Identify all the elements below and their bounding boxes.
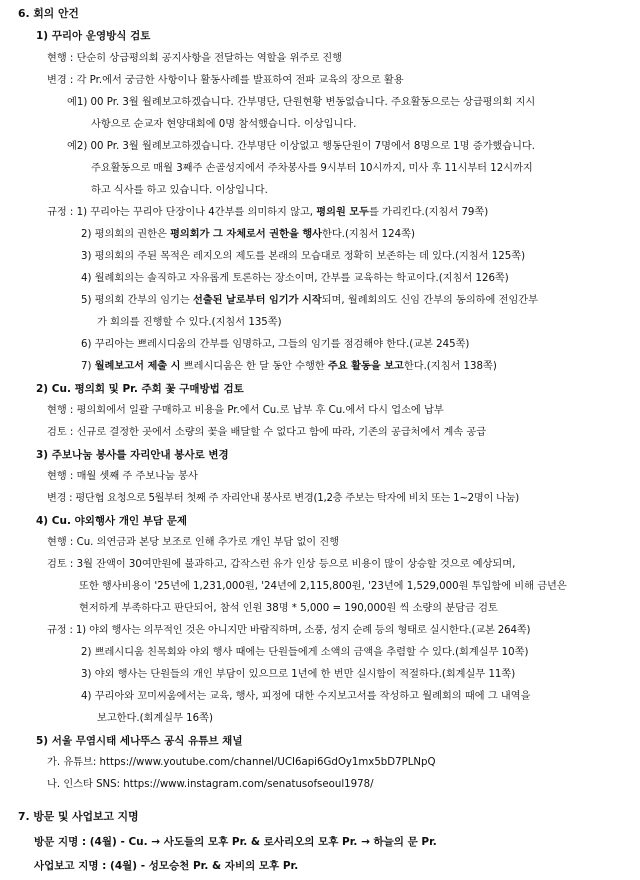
report-assignment: 사업보고 지명 : (4월) - 성모승천 Pr. & 자비의 모후 Pr. — [34, 860, 299, 872]
item-1-rule-3: 3) 평의회의 주된 목적은 레지오의 제도를 본래의 모습대로 정확히 보존하는 데 있다.(지침서 125쪽) — [81, 251, 526, 262]
item-3-change: 변경 : 평단협 요청으로 5월부터 첫째 주 자리안내 봉사로 변경(1,2층 주보는 탁자에 비치 또는 1~2명이 나눔) — [47, 493, 519, 504]
item-1-rule-4: 4) 월례회의는 솔직하고 자유롭게 토론하는 장소이며, 간부를 교육하는 학교이다.(지침서 126쪽) — [81, 273, 509, 284]
youtube-link[interactable]: 가. 유튜브: https://www.youtube.com/channel/UCI6api6GdOy1mx5bD7PLNpQ — [47, 757, 436, 768]
section-7-title: 7. 방문 및 사업보고 지명 — [18, 810, 139, 823]
item-1-rule-5-line-1: 5) 평의회 간부의 임기는 선출된 날로부터 임기가 시작되며, 월례회의도 신임 간부의 동의하에 전임간부 — [81, 295, 538, 306]
item-4-rule-2: 2) 쁘레시디움 친목회와 야외 행사 때에는 단원들에게 소액의 금액을 추렴할 수 있다.(회계실무 10쪽) — [81, 647, 529, 658]
item-5-title: 5) 서울 무염시태 세나뚜스 공식 유튜브 채널 — [36, 735, 243, 747]
item-2-current: 현행 : 평의회에서 일괄 구매하고 비용을 Pr.에서 Cu.로 납부 후 Cu.에서 다시 업소에 납부 — [47, 405, 444, 416]
item-4-rule-4-line-2: 보고한다.(회계실무 16쪽) — [97, 713, 213, 724]
item-1-example-2-line-3: 하고 식사를 하고 있습니다. 이상입니다. — [91, 185, 268, 196]
item-1-change: 변경 : 각 Pr.에서 궁금한 사항이나 활동사례를 발표하여 전파 교육의 장으로 활용 — [47, 75, 404, 86]
item-1-rule-2: 2) 평의회의 권한은 평의회가 그 자체로서 권한을 행사한다.(지침서 124쪽) — [81, 229, 415, 240]
item-3-current: 현행 : 매월 셋째 주 주보나눔 봉사 — [47, 471, 198, 482]
item-4-review-line-3: 현저하게 부족하다고 판단되어, 참석 인원 38명 * 5,000 = 190,000원 씩 소량의 분담금 검토 — [79, 603, 498, 614]
item-3-title: 3) 주보나눔 봉사를 자리안내 봉사로 변경 — [36, 449, 229, 461]
instagram-link[interactable]: 나. 인스타 SNS: https://www.instagram.com/senatusofseoul1978/ — [47, 779, 374, 790]
item-1-example-2-line-1: 예2) 00 Pr. 3월 월례보고하겠습니다. 간부명단 이상없고 행동단원이 7명에서 8명으로 1명 증가했습니다. — [67, 141, 536, 152]
item-1-rule-6: 6) 꾸리아는 쁘레시디움의 간부를 임명하고, 그들의 임기를 점검해야 한다.(교본 245쪽) — [81, 339, 470, 350]
item-2-title: 2) Cu. 평의회 및 Pr. 주회 꽃 구매방법 검토 — [36, 383, 244, 395]
visit-assignment: 방문 지명 : (4월) - Cu. → 사도들의 모후 Pr. & 로사리오의 모후 Pr. → 하늘의 문 Pr. — [34, 836, 437, 848]
item-1-title: 1) 꾸리아 운영방식 검토 — [36, 30, 151, 42]
item-4-review-line-2: 또한 행사비용이 '25년에 1,231,000원, '24년에 2,115,800원, '23년에 1,529,000원 투입함에 비해 금년은 — [79, 581, 567, 592]
section-6-title: 6. 회의 안건 — [18, 7, 79, 20]
item-4-rule-1: 규정 : 1) 야외 행사는 의무적인 것은 아니지만 바람직하며, 소풍, 성지 순례 등의 형태로 실시한다.(교본 264쪽) — [47, 625, 531, 636]
item-1-rule-1: 규정 : 1) 꾸리아는 꾸리아 단장이나 4간부를 의미하지 않고, 평의원 모두를 가리킨다.(지침서 79쪽) — [47, 207, 489, 218]
item-1-rule-7: 7) 월례보고서 제출 시 쁘레시디움은 한 달 동안 수행한 주요 활동을 보고한다.(지침서 138쪽) — [81, 361, 497, 372]
item-4-current: 현행 : Cu. 의연금과 본당 보조로 인해 추가로 개인 부담 없이 진행 — [47, 537, 340, 548]
item-2-review: 검토 : 신규로 결정한 곳에서 소량의 꽃을 배달할 수 없다고 함에 따라, 기존의 공급처에서 계속 공급 — [47, 427, 487, 438]
item-1-example-2-line-2: 주요활동으로 매월 3째주 손골성지에서 주차봉사를 9시부터 10시까지, 미사 후 11시부터 12시까지 — [91, 163, 533, 174]
item-1-example-1-line-2: 사항으로 순교자 현양대회에 0명 참석했습니다. 이상입니다. — [91, 119, 357, 130]
item-4-rule-4-line-1: 4) 꾸리아와 꼬미씨움에서는 교육, 행사, 피정에 대한 수지보고서를 작성하고 월례회의 때에 그 내역을 — [81, 691, 531, 702]
item-1-example-1-line-1: 예1) 00 Pr. 3월 월례보고하겠습니다. 간부명단, 단원현황 변동없습니다. 주요활동으로는 상급평의회 지시 — [67, 97, 536, 108]
item-1-current: 현행 : 단순히 상급평의회 공지사항을 전달하는 역할을 위주로 진행 — [47, 53, 343, 64]
item-4-review-line-1: 검토 : 3월 잔액이 30여만원에 불과하고, 갑작스런 유가 인상 등으로 비용이 많이 상승할 것으로 예상되며, — [47, 559, 516, 570]
item-4-rule-3: 3) 야외 행사는 단원들의 개인 부담이 있으므로 1년에 한 번만 실시함이 적절하다.(회계실무 11쪽) — [81, 669, 516, 680]
item-1-rule-5-line-2: 가 회의를 진행할 수 있다.(지침서 135쪽) — [97, 317, 282, 328]
item-4-title: 4) Cu. 야외행사 개인 부담 문제 — [36, 515, 187, 527]
